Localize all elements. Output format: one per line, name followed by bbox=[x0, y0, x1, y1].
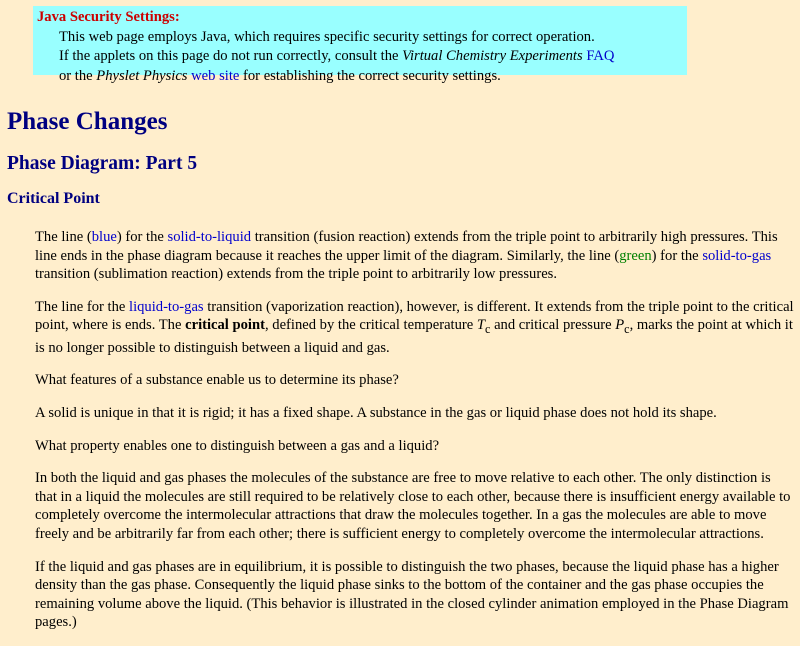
notice-line-1: This web page employs Java, which requires specific security settings for correct operation. bbox=[59, 28, 595, 45]
paragraph-fusion-sublimation: The line (blue) for the solid-to-liquid transition (fusion reaction) extends from the triple point to arbitrarily high pressures. This line ends in the phase diagram because it reaches the upper limit of the diagram. Similarly, the line (green) for the solid-to-gas transition (sublimation reaction) extends from the triple point to arbitrarily low pressures. bbox=[35, 229, 778, 283]
notice-title: Java Security Settings: bbox=[37, 9, 180, 25]
paragraph-critical-point: The line for the liquid-to-gas transition (vaporization reaction), however, is different. It extends from the triple point to the critical point, where is ends. The critical point, defined by the critical temperature $T_c$ and critical pressure $P_c$, marks the point at which it is no longer possible to distinguish between a liquid and gas. bbox=[35, 298, 794, 356]
main-content bbox=[35, 228, 795, 646]
notice-line-3: or the Physlet Physics web site for establishing the correct security settings. bbox=[59, 67, 501, 84]
subsection-title: Critical Point bbox=[7, 190, 100, 207]
paragraph-molecules-move: In both the liquid and gas phases the molecules of the substance are free to move relative to each other. The only distinction is that in a liquid the molecules are still required to be relatively close to each other, because there is insufficient energy available to completely overcome the intermolecular attractions that draw the molecules together. In a gas the molecules are able to move freely and be arbitrarily far from each other; there is sufficient energy to completely overcome the intermolecular attractions. bbox=[35, 470, 791, 543]
solid-to-liquid-link[interactable]: solid-to-liquid bbox=[167, 229, 252, 245]
green-color-label: green bbox=[619, 247, 652, 264]
notice-line-2: If the applets on this page do not run correctly, consult the Virtual Chemistry Experiments FAQ bbox=[59, 48, 615, 64]
blue-color-label: blue bbox=[91, 229, 117, 245]
java-security-notice bbox=[33, 6, 687, 84]
paragraph-solid-rigid: A solid is unique in that it is rigid; it has a fixed shape. A substance in the gas or liquid phase does not hold its shape. bbox=[35, 405, 717, 422]
solid-to-gas-link[interactable]: solid-to-gas bbox=[702, 247, 772, 264]
page-title: Phase Changes bbox=[7, 108, 168, 135]
web-site-link[interactable]: web site bbox=[191, 67, 240, 84]
section-title: Phase Diagram: Part 5 bbox=[7, 153, 198, 174]
question-gas-vs-liquid: What property enables one to distinguish between a gas and a liquid? bbox=[35, 437, 440, 454]
liquid-to-gas-link[interactable]: liquid-to-gas bbox=[129, 298, 204, 315]
question-phase-features: What features of a substance enable us to determine its phase? bbox=[35, 372, 399, 389]
critical-point-term: critical point bbox=[185, 317, 265, 334]
faq-link[interactable]: FAQ bbox=[586, 48, 615, 64]
paragraph-equilibrium: If the liquid and gas phases are in equilibrium, it is possible to distinguish the two phases, because the liquid phase has a higher density than the gas phase. Consequently the liquid phase sinks to the bottom of the container and the gas phase occupies the remaining volume above the liquid. (This behavior is illustrated in the closed cylinder animation employed in the Phase Diagram pages.) bbox=[35, 558, 789, 631]
